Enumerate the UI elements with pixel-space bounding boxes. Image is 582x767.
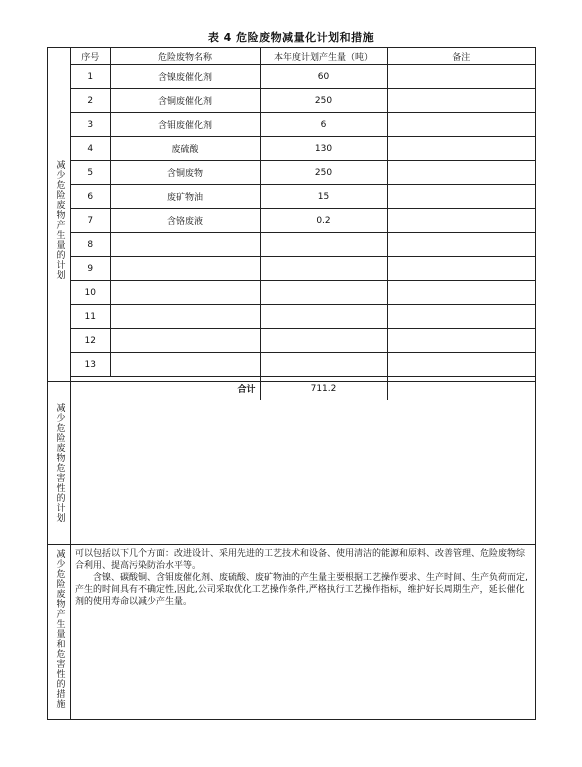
section-label-cell: [48, 545, 71, 719]
cell-no: 7: [71, 209, 110, 233]
cell-no: 9: [71, 257, 110, 281]
cell-note: [387, 353, 535, 377]
cell-name: 废矿物油: [110, 185, 260, 209]
cell-note: [387, 137, 535, 161]
header-note: 备注: [387, 48, 535, 65]
cell-no: 2: [71, 89, 110, 113]
total-value: 711.2: [260, 377, 387, 401]
measures-body: 含镍、碳酸铜、含钼废催化剂、废硫酸、废矿物油的产生量主要根据工艺操作要求、生产时间、生产负荷而定,产生的时间具有不确定性,因此,公司采取优化工艺操作条件,严格执行工艺操作指标，维护好长周期生产，延长催化剂的使用寿命以减少产生量。: [75, 573, 528, 607]
table-row: [71, 137, 535, 161]
table-row: [71, 305, 535, 329]
table-row: [71, 233, 535, 257]
table-header-row: [71, 48, 535, 65]
cell-name: 废硫酸: [110, 137, 260, 161]
cell-amount: [260, 233, 387, 257]
section-label-measures: 减少危险废物产生量和危害性的措施: [54, 549, 65, 709]
cell-note: [387, 185, 535, 209]
cell-name: 含钼废催化剂: [110, 113, 260, 137]
cell-amount: 6: [260, 113, 387, 137]
cell-note: [387, 305, 535, 329]
table-row: [71, 257, 535, 281]
section-measures: [48, 545, 535, 719]
cell-amount: 130: [260, 137, 387, 161]
cell-no: 13: [71, 353, 110, 377]
section-reduce-hazard-plan: [48, 382, 535, 545]
table-row: [71, 65, 535, 89]
cell-no: 8: [71, 233, 110, 257]
cell-no: 11: [71, 305, 110, 329]
cell-name: [110, 233, 260, 257]
cell-name: [110, 353, 260, 377]
cell-name: 含铜废催化剂: [110, 89, 260, 113]
cell-note: [387, 113, 535, 137]
table-row: [71, 281, 535, 305]
cell-note: [387, 65, 535, 89]
cell-amount: 15: [260, 185, 387, 209]
cell-no: 10: [71, 281, 110, 305]
cell-amount: 250: [260, 161, 387, 185]
cell-no: 6: [71, 185, 110, 209]
form-frame: [47, 47, 536, 720]
header-name: 危险废物名称: [110, 48, 260, 65]
cell-amount: 0.2: [260, 209, 387, 233]
cell-name: [110, 281, 260, 305]
cell-name: [110, 305, 260, 329]
cell-amount: 250: [260, 89, 387, 113]
header-amount: 本年度计划产生量（吨）: [260, 48, 387, 65]
cell-name: 含镍废催化剂: [110, 65, 260, 89]
cell-note: [387, 89, 535, 113]
section-label-cell: [48, 382, 71, 544]
cell-name: 含铬废液: [110, 209, 260, 233]
cell-note: [387, 209, 535, 233]
cell-name: 含铜废物: [110, 161, 260, 185]
cell-note: [387, 281, 535, 305]
section-label-cell: [48, 48, 71, 381]
cell-amount: [260, 329, 387, 353]
section-reduce-amount-plan: [48, 48, 535, 395]
section-label-reduce-hazard: 减少危险废物危害性的计划: [54, 403, 65, 523]
cell-no: 12: [71, 329, 110, 353]
cell-amount: [260, 281, 387, 305]
cell-amount: [260, 353, 387, 377]
cell-name: [110, 329, 260, 353]
cell-no: 5: [71, 161, 110, 185]
cell-note: [387, 257, 535, 281]
section-label-reduce-amount: 减少危险废物产生量的计划: [54, 159, 65, 280]
cell-amount: 60: [260, 65, 387, 89]
cell-no: 1: [71, 65, 110, 89]
table-row: [71, 89, 535, 113]
cell-no: 4: [71, 137, 110, 161]
table-row: [71, 209, 535, 233]
table-row: [71, 185, 535, 209]
waste-plan-table: [71, 48, 535, 400]
table-row: [71, 113, 535, 137]
cell-no: 3: [71, 113, 110, 137]
table-row: [71, 161, 535, 185]
cell-note: [387, 233, 535, 257]
measures-intro: 可以包括以下几个方面：改进设计、采用先进的工艺技术和设备、使用清洁的能源和原料、改善管理、危险废物综合利用、提高污染防治水平等。: [75, 549, 526, 571]
table-row: [71, 353, 535, 377]
cell-amount: [260, 305, 387, 329]
cell-amount: [260, 257, 387, 281]
header-no: 序号: [71, 48, 110, 65]
cell-note: [387, 329, 535, 353]
total-label: 合计: [71, 377, 260, 401]
cell-note: [387, 161, 535, 185]
table-title: 表 4 危险废物减量化计划和措施: [207, 31, 375, 44]
measures-text: [75, 548, 530, 608]
cell-name: [110, 257, 260, 281]
table-row: [71, 329, 535, 353]
